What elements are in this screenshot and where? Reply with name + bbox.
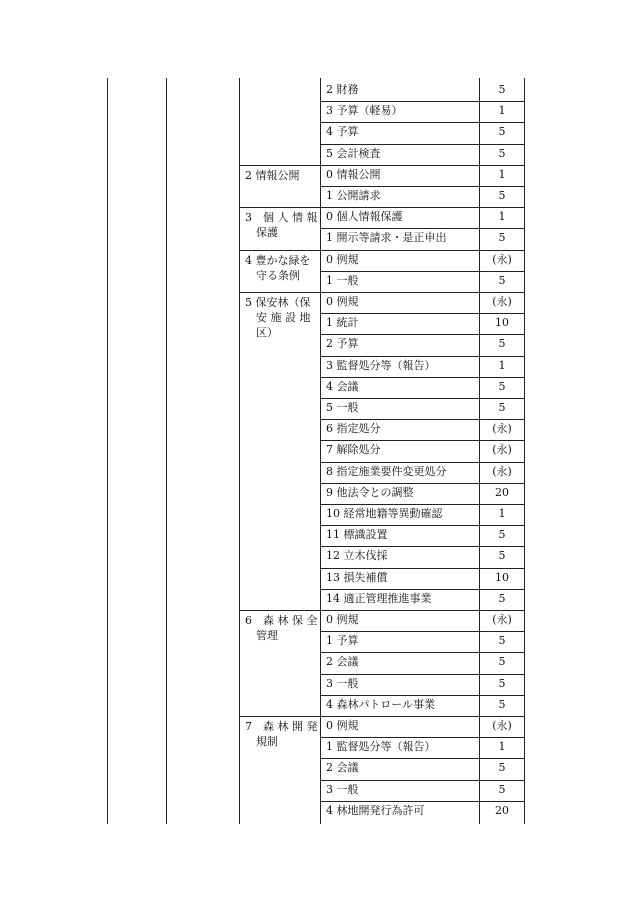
row-divider: [320, 356, 524, 357]
sub-item-label: 2 財務: [326, 83, 359, 96]
row-divider: [320, 186, 524, 187]
row-divider: [239, 716, 524, 717]
row-divider: [320, 228, 524, 229]
retention-years: 5: [498, 782, 506, 796]
row-divider: [320, 674, 524, 675]
retention-years: 5: [498, 697, 506, 711]
sub-item-label: 0 情報公開: [326, 167, 381, 181]
row-divider: [320, 398, 524, 399]
retention-years: (永): [492, 252, 512, 266]
retention-years: 5: [498, 337, 506, 351]
row-divider: [320, 440, 524, 441]
retention-years: 5: [498, 379, 506, 393]
row-divider: [320, 419, 524, 420]
sub-item-label: 4 林地開発行為許可: [326, 803, 425, 817]
retention-years: 5: [498, 273, 506, 287]
row-divider: [320, 525, 524, 526]
column-rule: [166, 78, 167, 824]
retention-years: 1: [498, 507, 506, 520]
retention-years: (永): [492, 613, 512, 626]
retention-years: (永): [492, 422, 512, 436]
column-rule: [107, 78, 108, 824]
mid-category-label: 守る条例: [245, 268, 300, 282]
sub-item-label: 0 例規: [326, 613, 359, 626]
sub-item-label: 7 解除処分: [326, 443, 381, 457]
retention-years: 10: [495, 570, 509, 584]
row-divider: [320, 504, 524, 505]
row-divider: [320, 737, 524, 738]
retention-years: 5: [498, 401, 506, 414]
row-divider: [320, 101, 524, 102]
sub-item-label: 1 統計: [326, 316, 359, 330]
retention-years: 5: [498, 146, 506, 160]
sub-item-label: 12 立木伐採: [326, 549, 388, 563]
row-divider: [320, 695, 524, 696]
sub-item-label: 3 予算（軽易）: [326, 104, 403, 118]
sub-item-label: 4 会議: [326, 379, 359, 393]
retention-years: 5: [498, 761, 506, 775]
retention-years: 5: [498, 125, 506, 139]
sub-item-label: 4 森林パトロール事業: [326, 697, 436, 711]
sub-item-label: 1 開示等請求・是正申出: [326, 231, 447, 245]
sub-item-label: 1 監督処分等（報告）: [326, 740, 436, 754]
mid-category-label: 安 施 設 地: [245, 311, 311, 324]
sub-item-label: 2 予算: [326, 337, 359, 351]
sub-item-label: 13 損失補償: [326, 570, 388, 584]
row-divider: [320, 271, 524, 272]
retention-years: 5: [498, 655, 506, 669]
sub-item-label: 6 指定処分: [326, 422, 381, 436]
sub-item-label: 3 一般: [326, 782, 359, 796]
mid-category-label: 4 豊かな緑を: [245, 253, 311, 267]
retention-years: 20: [495, 803, 509, 817]
sub-item-label: 5 会計検査: [326, 146, 381, 160]
mid-category-label: 2 情報公開: [245, 168, 300, 182]
retention-years: 5: [498, 676, 506, 690]
column-rule: [479, 78, 480, 824]
retention-years: 1: [498, 210, 506, 224]
column-rule: [320, 78, 321, 824]
mid-category-label: 区）: [245, 326, 278, 339]
sub-item-label: 0 例規: [326, 252, 359, 266]
sub-item-label: 1 公開請求: [326, 189, 381, 202]
row-divider: [320, 377, 524, 378]
row-divider: [320, 144, 524, 145]
row-divider: [320, 631, 524, 632]
retention-years: 5: [498, 231, 506, 245]
retention-years: (永): [492, 443, 512, 457]
sub-item-label: 2 会議: [326, 655, 359, 669]
retention-years: 5: [498, 83, 506, 96]
sub-item-label: 2 会議: [326, 761, 359, 775]
retention-years: 1: [498, 104, 506, 118]
retention-years: 1: [498, 167, 506, 181]
sub-item-label: 5 一般: [326, 401, 359, 414]
sub-item-label: 0 個人情報保護: [326, 210, 403, 224]
mid-category-label: 管理: [245, 629, 278, 642]
row-divider: [320, 652, 524, 653]
retention-years: 5: [498, 591, 506, 605]
retention-years: 1: [498, 358, 506, 372]
sub-item-label: 4 予算: [326, 125, 359, 139]
row-divider: [239, 292, 524, 293]
retention-years: 5: [498, 549, 506, 563]
row-divider: [320, 313, 524, 314]
row-divider: [320, 568, 524, 569]
row-divider: [320, 589, 524, 590]
mid-category-label: 保護: [245, 226, 278, 240]
mid-category-label: 7 森 林 開 発: [245, 720, 318, 733]
row-divider: [239, 165, 524, 166]
row-divider: [320, 780, 524, 781]
sub-item-label: 0 例規: [326, 719, 359, 732]
row-divider: [320, 758, 524, 759]
retention-years: 5: [498, 528, 506, 542]
row-divider: [320, 801, 524, 802]
row-divider: [320, 462, 524, 463]
mid-category-label: 6 森 林 保 全: [245, 614, 318, 627]
sub-item-label: 9 他法令との調整: [326, 485, 414, 499]
row-divider: [320, 546, 524, 547]
row-divider: [239, 207, 524, 208]
row-divider: [320, 122, 524, 123]
row-divider: [320, 483, 524, 484]
mid-category-label: 規制: [245, 735, 278, 748]
retention-years: 5: [498, 189, 506, 202]
retention-years: (永): [492, 719, 512, 732]
retention-years: 5: [498, 634, 506, 648]
row-divider: [239, 610, 524, 611]
mid-category-label: 5 保安林（保: [245, 296, 311, 309]
row-divider: [320, 334, 524, 335]
sub-item-label: 14 適正管理推進事業: [326, 591, 432, 605]
row-divider: [239, 250, 524, 251]
sub-item-label: 1 一般: [326, 273, 359, 287]
sub-item-label: 1 予算: [326, 634, 359, 648]
mid-category-label: 3 個 人 情 報: [245, 211, 318, 225]
retention-years: 1: [498, 740, 506, 754]
retention-years: (永): [492, 464, 512, 478]
sub-item-label: 3 監督処分等（報告）: [326, 358, 436, 372]
retention-years: (永): [492, 295, 512, 308]
retention-years: 20: [495, 485, 509, 499]
column-rule: [239, 78, 240, 824]
sub-item-label: 10 経常地籍等異動確認: [326, 507, 443, 520]
retention-years: 10: [495, 316, 509, 330]
sub-item-label: 8 指定施業要件変更処分: [326, 464, 447, 478]
sub-item-label: 0 例規: [326, 295, 359, 308]
column-rule: [524, 78, 525, 824]
sub-item-label: 11 標識設置: [326, 528, 388, 542]
sub-item-label: 3 一般: [326, 676, 359, 690]
